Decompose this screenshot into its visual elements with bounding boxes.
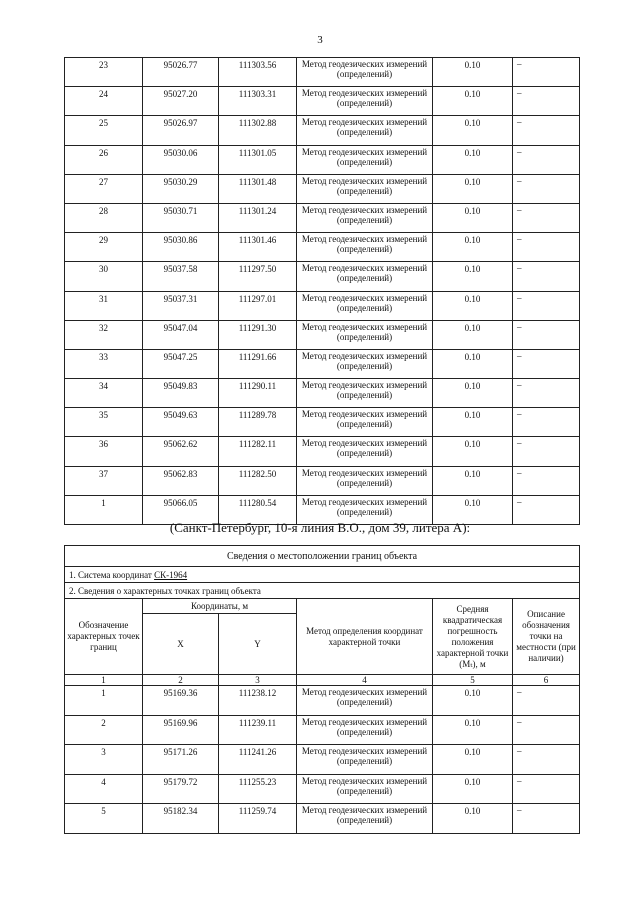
- error-cell: 0.10: [433, 145, 513, 174]
- coord-y: 111302.88: [219, 116, 297, 145]
- coordinate-system-row: [65, 567, 580, 583]
- coord-y: 111290.11: [219, 379, 297, 408]
- header-y: Y: [219, 614, 297, 675]
- coordinate-system-label: 1. Система координат: [69, 569, 152, 580]
- coord-x: 95066.05: [143, 495, 219, 524]
- error-cell: 0.10: [433, 804, 513, 834]
- coord-y: 111259.74: [219, 804, 297, 834]
- error-cell: 0.10: [433, 379, 513, 408]
- method-cell: Метод геодезических измерений (определений): [297, 349, 433, 378]
- description-cell: –: [513, 320, 580, 349]
- coord-x: 95037.31: [143, 291, 219, 320]
- method-cell: Метод геодезических измерений (определений): [297, 804, 433, 834]
- table-row: [65, 320, 580, 349]
- point-number: 36: [65, 437, 143, 466]
- point-number: 31: [65, 291, 143, 320]
- method-cell: Метод геодезических измерений (определений): [297, 466, 433, 495]
- error-cell: 0.10: [433, 320, 513, 349]
- description-cell: –: [513, 379, 580, 408]
- coord-y: 111239.11: [219, 715, 297, 745]
- method-cell: Метод геодезических измерений (определений): [297, 774, 433, 804]
- coord-x: 95030.86: [143, 233, 219, 262]
- coord-x: 95049.63: [143, 408, 219, 437]
- coord-y: 111282.50: [219, 466, 297, 495]
- description-cell: –: [513, 291, 580, 320]
- error-cell: 0.10: [433, 262, 513, 291]
- method-cell: Метод геодезических измерений (определений): [297, 745, 433, 775]
- table-row: [65, 349, 580, 378]
- coord-y: 111301.46: [219, 233, 297, 262]
- description-cell: –: [513, 174, 580, 203]
- error-cell: 0.10: [433, 291, 513, 320]
- coord-x: 95049.83: [143, 379, 219, 408]
- column-index: 3: [219, 675, 297, 686]
- coord-y: 111301.05: [219, 145, 297, 174]
- error-cell: 0.10: [433, 408, 513, 437]
- points-section-title: 2. Сведения о характерных точках границ объекта: [65, 583, 580, 599]
- point-number: 30: [65, 262, 143, 291]
- column-index: 6: [513, 675, 580, 686]
- description-cell: –: [513, 408, 580, 437]
- column-index: 1: [65, 675, 143, 686]
- coordinate-system-value: СК-1964: [154, 569, 188, 580]
- coord-x: 95062.62: [143, 437, 219, 466]
- description-cell: –: [513, 262, 580, 291]
- table-row: [65, 262, 580, 291]
- table-row: [65, 145, 580, 174]
- coord-y: 111291.30: [219, 320, 297, 349]
- table-row: [65, 291, 580, 320]
- coord-y: 111297.50: [219, 262, 297, 291]
- table-title: Сведения о местоположении границ объекта: [65, 546, 580, 567]
- coord-x: 95062.83: [143, 466, 219, 495]
- table-row: [65, 437, 580, 466]
- table-row: [65, 745, 580, 775]
- coord-x: 95037.58: [143, 262, 219, 291]
- header-coords: Координаты, м: [143, 599, 297, 614]
- description-cell: –: [513, 116, 580, 145]
- coord-x: 95169.96: [143, 715, 219, 745]
- method-cell: Метод геодезических измерений (определений): [297, 58, 433, 87]
- coord-x: 95171.26: [143, 745, 219, 775]
- method-cell: Метод геодезических измерений (определений): [297, 320, 433, 349]
- method-cell: Метод геодезических измерений (определений): [297, 174, 433, 203]
- header-method: Метод определения координат характерной точки: [297, 599, 433, 675]
- coord-x: 95027.20: [143, 87, 219, 116]
- column-index: 4: [297, 675, 433, 686]
- description-cell: –: [513, 349, 580, 378]
- coord-x: 95030.71: [143, 203, 219, 232]
- error-cell: 0.10: [433, 495, 513, 524]
- description-cell: –: [513, 495, 580, 524]
- description-cell: –: [513, 233, 580, 262]
- object-address-caption: (Санкт-Петербург, 10-я линия В.О., дом 39, литера А):: [169, 520, 471, 535]
- description-cell: –: [513, 745, 580, 775]
- table-row: [65, 233, 580, 262]
- point-number: 1: [65, 495, 143, 524]
- description-cell: –: [513, 804, 580, 834]
- point-number: 2: [65, 715, 143, 745]
- point-number: 33: [65, 349, 143, 378]
- error-cell: 0.10: [433, 203, 513, 232]
- method-cell: Метод геодезических измерений (определений): [297, 715, 433, 745]
- coord-y: 111282.11: [219, 437, 297, 466]
- point-number: 32: [65, 320, 143, 349]
- page-number: 3: [317, 34, 323, 46]
- error-cell: 0.10: [433, 58, 513, 87]
- point-number: 3: [65, 745, 143, 775]
- point-number: 37: [65, 466, 143, 495]
- coord-x: 95047.25: [143, 349, 219, 378]
- coord-x: 95169.36: [143, 686, 219, 716]
- coord-x: 95030.06: [143, 145, 219, 174]
- coord-y: 111303.31: [219, 87, 297, 116]
- coord-x: 95030.29: [143, 174, 219, 203]
- point-number: 25: [65, 116, 143, 145]
- error-cell: 0.10: [433, 745, 513, 775]
- coord-y: 111280.54: [219, 495, 297, 524]
- table-row: [65, 58, 580, 87]
- coord-y: 111301.24: [219, 203, 297, 232]
- description-cell: –: [513, 203, 580, 232]
- coord-x: 95179.72: [143, 774, 219, 804]
- error-cell: 0.10: [433, 349, 513, 378]
- point-number: 4: [65, 774, 143, 804]
- description-cell: –: [513, 774, 580, 804]
- coord-y: 111301.48: [219, 174, 297, 203]
- table-row: [65, 87, 580, 116]
- point-number: 27: [65, 174, 143, 203]
- method-cell: Метод геодезических измерений (определений): [297, 495, 433, 524]
- column-index: 2: [143, 675, 219, 686]
- description-cell: –: [513, 87, 580, 116]
- column-index: 5: [433, 675, 513, 686]
- method-cell: Метод геодезических измерений (определений): [297, 87, 433, 116]
- table-row: [65, 379, 580, 408]
- method-cell: Метод геодезических измерений (определений): [297, 233, 433, 262]
- table-row: [65, 715, 580, 745]
- point-number: 1: [65, 686, 143, 716]
- description-cell: –: [513, 437, 580, 466]
- coord-y: 111289.78: [219, 408, 297, 437]
- point-number: 24: [65, 87, 143, 116]
- point-number: 35: [65, 408, 143, 437]
- table-row: [65, 774, 580, 804]
- method-cell: Метод геодезических измерений (определений): [297, 437, 433, 466]
- table-row: [65, 174, 580, 203]
- error-cell: 0.10: [433, 116, 513, 145]
- error-cell: 0.10: [433, 686, 513, 716]
- point-number: 29: [65, 233, 143, 262]
- boundary-points-table-continued: [64, 57, 580, 525]
- error-cell: 0.10: [433, 715, 513, 745]
- error-cell: 0.10: [433, 233, 513, 262]
- header-designation: Обозначение характерных точек границ: [65, 599, 143, 675]
- table-row: [65, 408, 580, 437]
- coord-y: 111291.66: [219, 349, 297, 378]
- method-cell: Метод геодезических измерений (определений): [297, 379, 433, 408]
- method-cell: Метод геодезических измерений (определений): [297, 145, 433, 174]
- point-number: 23: [65, 58, 143, 87]
- description-cell: –: [513, 58, 580, 87]
- method-cell: Метод геодезических измерений (определений): [297, 116, 433, 145]
- header-x: X: [143, 614, 219, 675]
- description-cell: –: [513, 466, 580, 495]
- coord-y: 111255.23: [219, 774, 297, 804]
- header-error: Средняя квадратическая погрешность положения характерной точки (Mₜ), м: [433, 599, 513, 675]
- table-row: [65, 203, 580, 232]
- error-cell: 0.10: [433, 174, 513, 203]
- coord-y: 111303.56: [219, 58, 297, 87]
- error-cell: 0.10: [433, 87, 513, 116]
- column-index-row: [65, 675, 580, 686]
- error-cell: 0.10: [433, 466, 513, 495]
- coord-x: 95026.77: [143, 58, 219, 87]
- method-cell: Метод геодезических измерений (определений): [297, 262, 433, 291]
- coord-y: 111241.26: [219, 745, 297, 775]
- method-cell: Метод геодезических измерений (определений): [297, 686, 433, 716]
- coord-y: 111238.12: [219, 686, 297, 716]
- point-number: 5: [65, 804, 143, 834]
- table-row: [65, 686, 580, 716]
- point-number: 34: [65, 379, 143, 408]
- coord-x: 95047.04: [143, 320, 219, 349]
- method-cell: Метод геодезических измерений (определений): [297, 408, 433, 437]
- method-cell: Метод геодезических измерений (определений): [297, 291, 433, 320]
- coord-x: 95026.97: [143, 116, 219, 145]
- boundary-location-table: [64, 545, 580, 834]
- point-number: 28: [65, 203, 143, 232]
- error-cell: 0.10: [433, 774, 513, 804]
- description-cell: –: [513, 686, 580, 716]
- method-cell: Метод геодезических измерений (определений): [297, 203, 433, 232]
- header-description: Описание обозначения точки на местности (при наличии): [513, 599, 580, 675]
- point-number: 26: [65, 145, 143, 174]
- table-row: [65, 116, 580, 145]
- coord-y: 111297.01: [219, 291, 297, 320]
- description-cell: –: [513, 145, 580, 174]
- table-row: [65, 466, 580, 495]
- table-row: [65, 804, 580, 834]
- description-cell: –: [513, 715, 580, 745]
- coord-x: 95182.34: [143, 804, 219, 834]
- error-cell: 0.10: [433, 437, 513, 466]
